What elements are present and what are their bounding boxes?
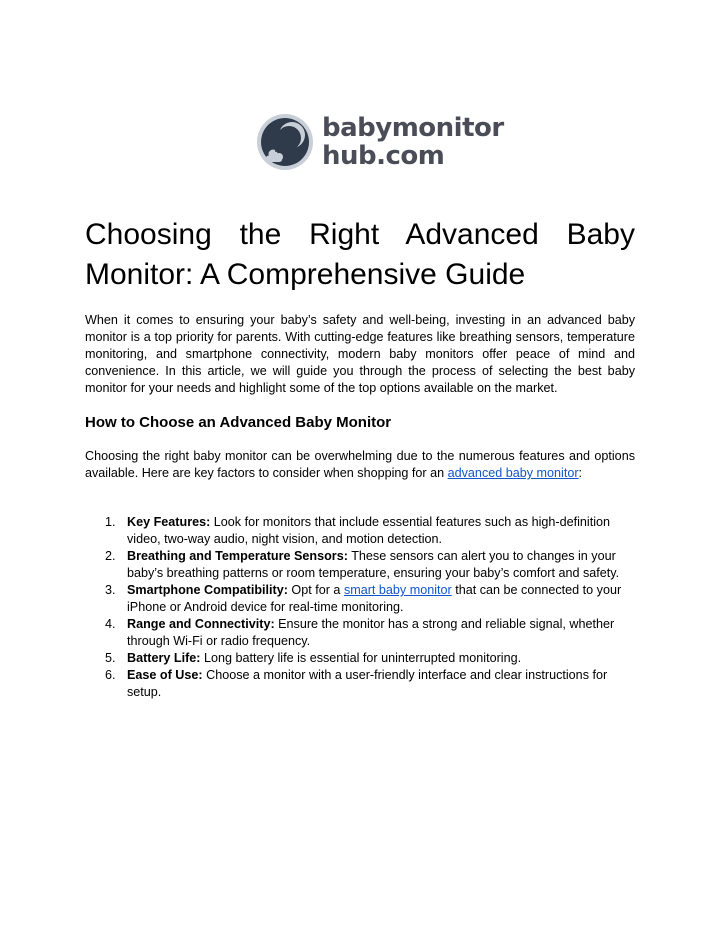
logo-wordmark [322,115,504,169]
intro-paragraph: When it comes to ensuring your baby’s safety and well-being, investing in an advanced baby monitor is a top priority for parents. With cutting-edge features like breathing sensors, temperature monitoring, and smartphone connectivity, modern baby monitors offer peace of mind and convenience. In this article, we will guide you through the process of selecting the best baby monitor for your needs and highlight some of the top options available on the market. [85,313,635,395]
article-title: Choosing the Right Advanced Baby Monitor: A Comprehensive Guide [85,218,635,291]
list-item-label: Range and Connectivity: [127,617,275,631]
logo-line-1: babymonitor [322,113,504,143]
section-heading: How to Choose an Advanced Baby Monitor [85,414,392,431]
advanced-baby-monitor-link[interactable]: advanced baby monitor [447,466,579,480]
list-item-number: 1. [105,515,116,529]
list-item-label: Battery Life: [127,651,201,665]
list-item [105,548,637,582]
list-item-label: Key Features: [127,515,211,529]
list-item-number: 3. [105,583,116,597]
factors-list [105,514,637,701]
list-item [105,582,637,616]
list-item-number: 2. [105,549,116,563]
list-item [105,667,637,701]
list-item-number: 4. [105,617,116,631]
list-item-text: These sensors can alert you to changes in your baby’s breathing patterns or room temperature, ensuring your baby’s comfort and safety. [127,549,620,580]
moon-logo-icon [256,113,314,171]
list-item-text: Look for monitors that include essential features such as high-definition video, two-way audio, night vision, and motion detection. [127,515,611,546]
smart-baby-monitor-link[interactable]: smart baby monitor [343,583,452,597]
list-item-text-after: that can be connected to your iPhone or Android device for real-time monitoring. [127,583,622,614]
list-item-number: 6. [105,668,116,682]
list-item [105,514,637,548]
list-item-text: Opt for a [287,583,344,597]
list-item-text: Choose a monitor with a user-friendly interface and clear instructions for setup. [127,668,608,699]
list-item-text: Ensure the monitor has a strong and reliable signal, whether through Wi-Fi or radio frequency. [127,617,615,648]
section-intro-text: Choosing the right baby monitor can be overwhelming due to the numerous features and options available. Here are key factors to consider when shopping for an [85,449,635,480]
section-intro-paragraph [85,448,635,482]
list-item-label: Smartphone Compatibility: [127,583,288,597]
list-item-number: 5. [105,651,116,665]
list-item-text: Long battery life is essential for uninterrupted monitoring. [200,651,522,665]
list-item [105,650,637,667]
list-item [105,616,637,650]
logo-line-2: hub.com [322,141,445,171]
list-item-label: Ease of Use: [127,668,203,682]
list-item-label: Breathing and Temperature Sensors: [127,549,348,563]
site-logo[interactable] [256,110,504,174]
section-intro-colon: : [578,466,583,480]
